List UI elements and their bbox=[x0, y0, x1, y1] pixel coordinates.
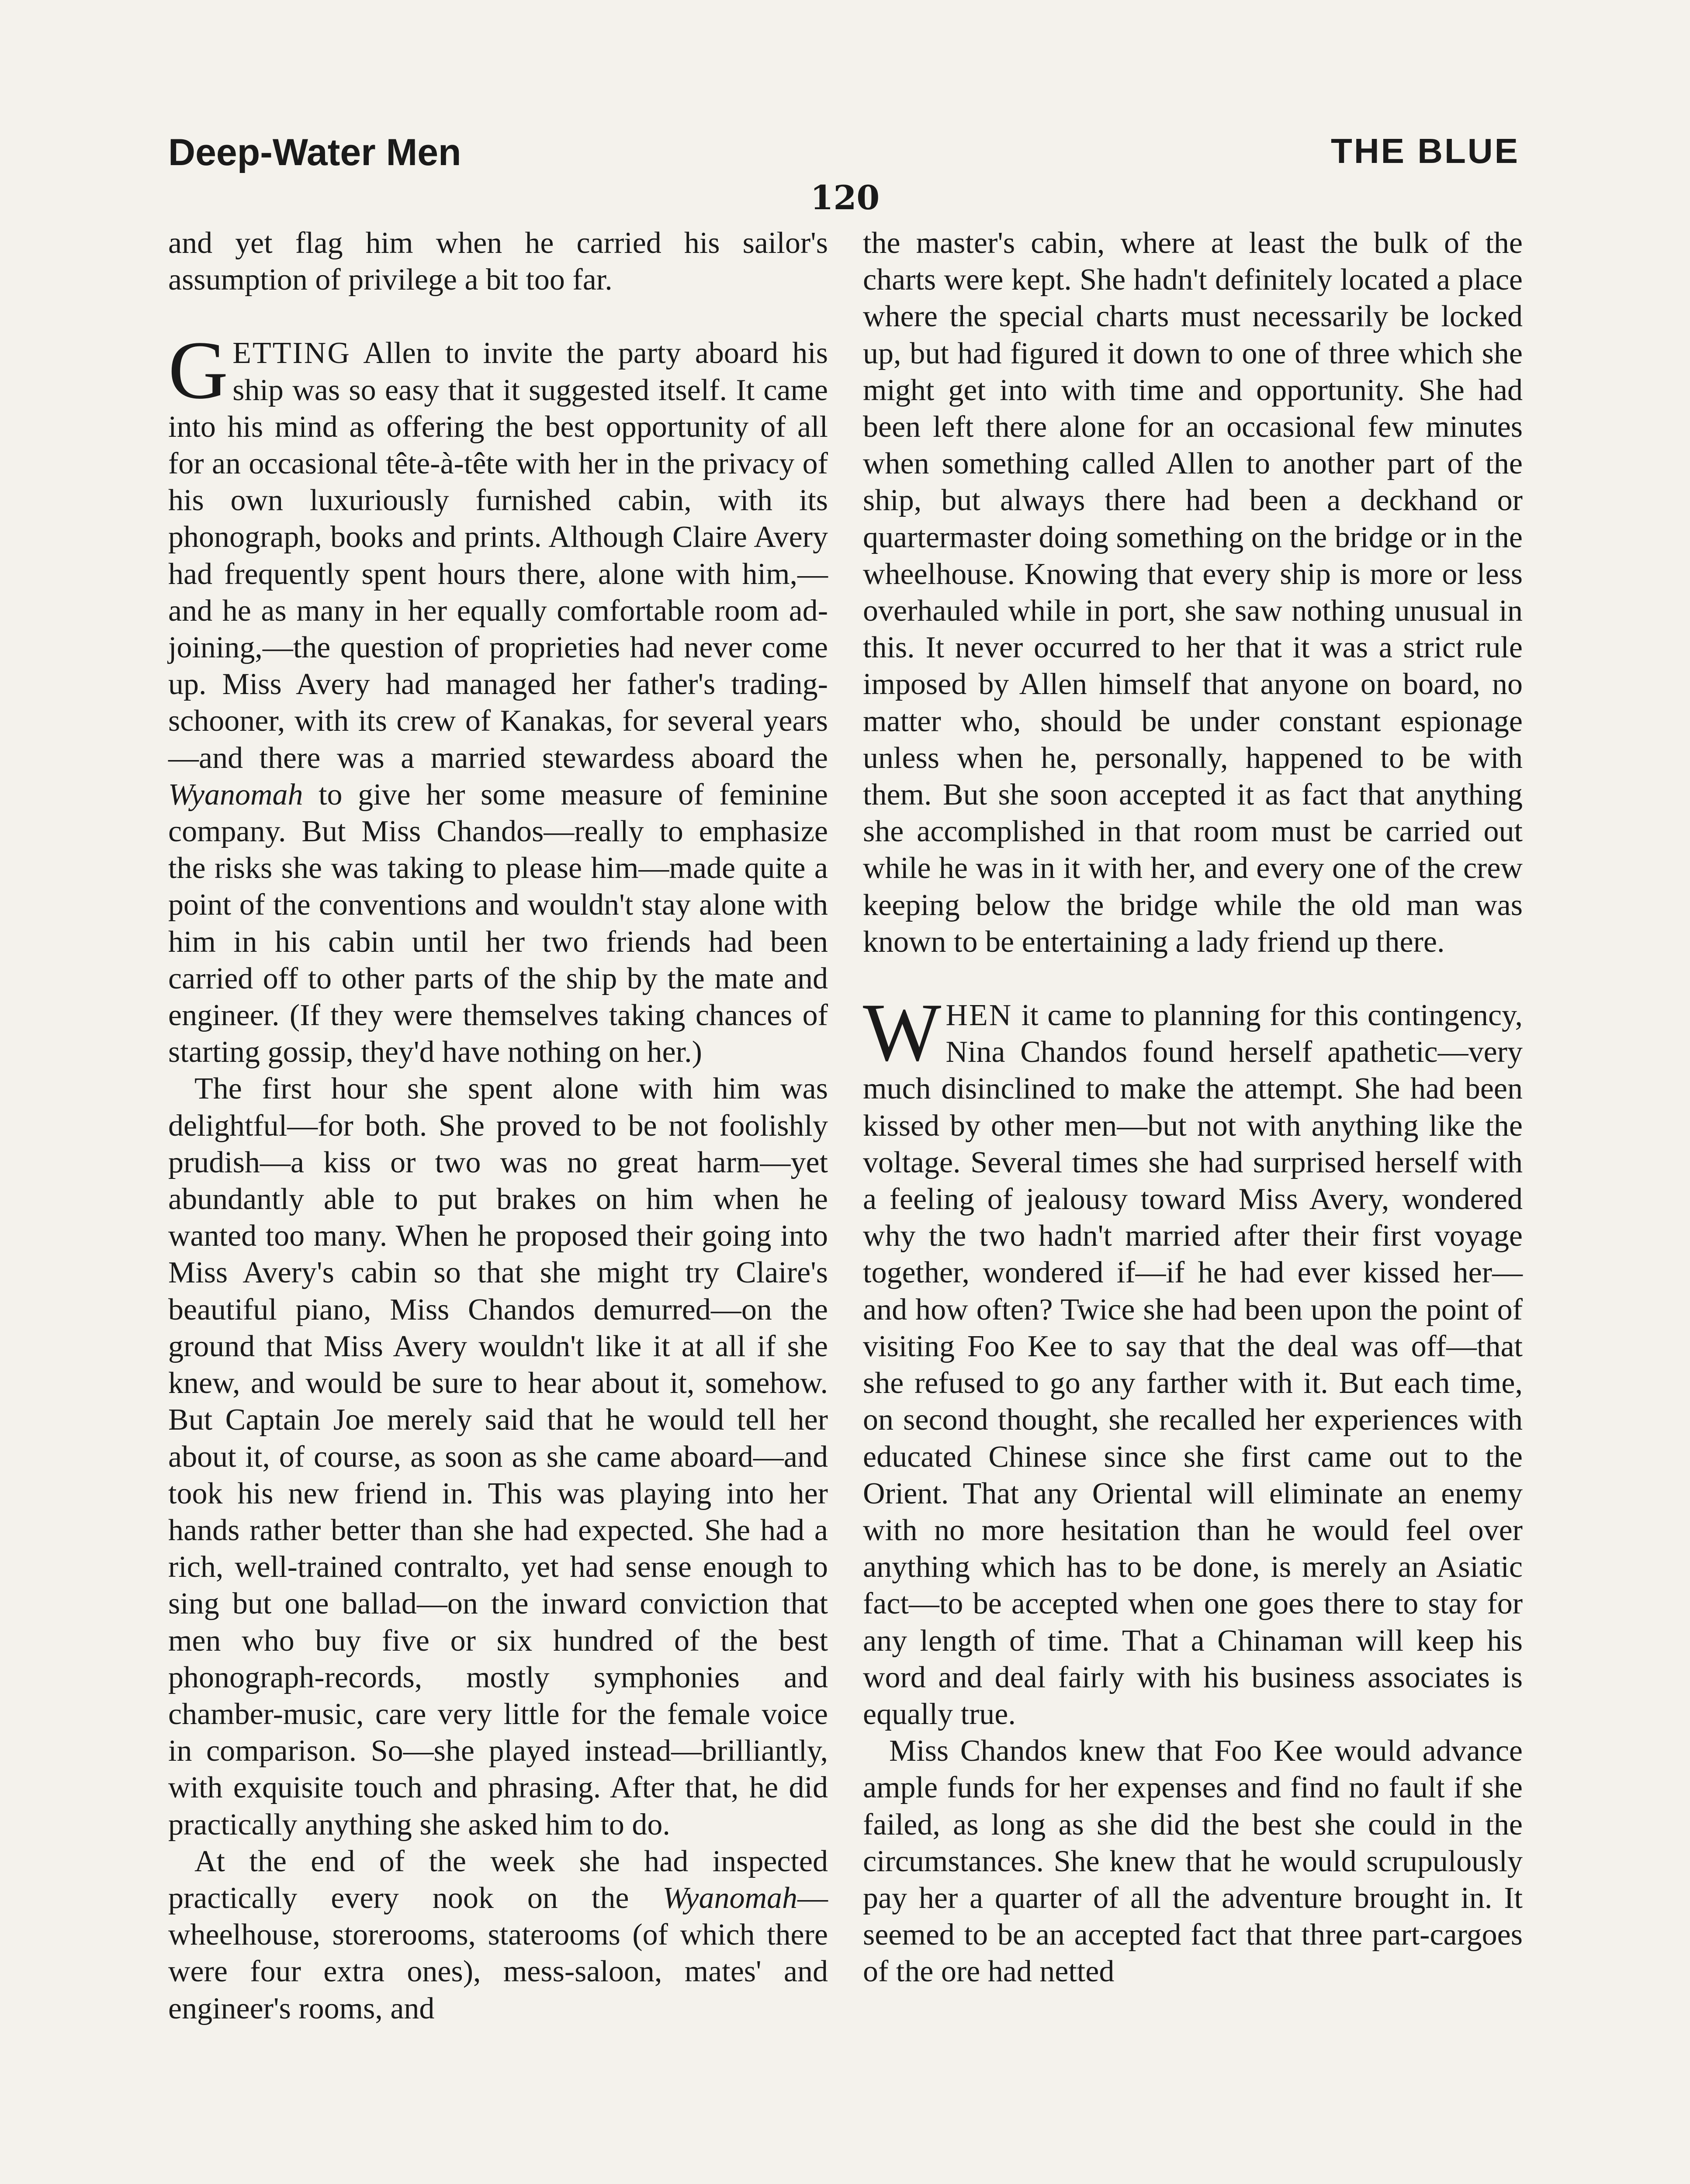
paragraph: Miss Chandos knew that Foo Kee would advance ample funds for her expenses and find no fault if she failed, as long as she did the best she could in the circumstances. She knew that he would scrupulously pay her a quarter of all the adventure brought in. It seemed to be an accepted fact that three part-cargoes of the ore had netted bbox=[863, 1734, 1523, 1989]
paragraph: and yet flag him when he carried his sailor's assumption of privilege a bit too far. bbox=[168, 226, 828, 297]
running-header-title: Deep-Water Men bbox=[168, 131, 461, 173]
ship-name-italic: Wyanomah bbox=[168, 778, 303, 812]
small-caps-lead: HEN bbox=[945, 999, 1013, 1033]
left-text-column bbox=[168, 225, 828, 2027]
paragraph-section-start bbox=[863, 987, 1523, 1733]
paragraph: the master's cabin, where at least the bulk of the charts were kept. She hadn't definitely located a place where the special charts must necessarily be locked up, but had figured it down to one of three which she might get into with time and opportunity. She had been left there alone for an occasional few minutes when something called Allen to another part of the ship, but always there had been a deckhand or quartermaster doing something on the bridge or in the wheelhouse. Knowing that every ship is more or less overhauled while in port, she saw nothing unusual in this. It never occurred to her that it was a strict rule imposed by Allen himself that anyone on board, no matter who, should be under constant espionage unless when he, personally, happened to be with them. But she soon accepted it as fact that anything she accomplished in that room must be carried out while he was in it with her, and every one of the crew keeping below the bridge while the old man was known to be entertaining a lady friend up there. bbox=[863, 226, 1523, 959]
drop-cap: W bbox=[863, 987, 942, 1079]
paragraph-text: Allen to invite the party aboard his ship was so easy that it suggested itself. It came into his mind as offering the best opportunity of all for an occasional tête-à-tête with her in the privacy of his own luxuriously furnished cabin, with its phonograph, books and prints. Although Claire Avery had frequently spent hours there, alone with him,—and he as many in her equally comfortable room adjoining,—the question of proprieties had never come up. Miss Avery had managed her father's trading-schooner, with its crew of Kanakas, for several years—and there was a married stewardess aboard the bbox=[168, 336, 828, 775]
ship-name-italic: Wyanomah bbox=[662, 1881, 797, 1915]
page-number: 120 bbox=[810, 178, 880, 217]
right-text-column bbox=[863, 225, 1523, 1990]
paragraph bbox=[168, 1843, 828, 2027]
paragraph-section-start bbox=[168, 325, 828, 1071]
paragraph-text: to give her some measure of feminine company. But Miss Chandos—really to emphasize the risks she was taking to please him—made quite a point of the conventions and wouldn't stay alone with him in his cabin until her two friends had been carried off to other parts of the ship by the mate and engineer. (If they were themselves taking chances of starting gossip, they'd have nothing on her.) bbox=[168, 778, 828, 1069]
drop-cap: G bbox=[168, 325, 229, 417]
paragraph: The first hour she spent alone with him was delightful—for both. She proved to be not foolishly prudish—a kiss or two was no great harm—yet abundantly able to put brakes on him when he wanted too many. When he proposed their going into Miss Avery's cabin so that she might try Claire's beautiful piano, Miss Chandos demurred—on the ground that Miss Avery wouldn't like it at all if she knew, and would be sure to hear about it, somehow. But Captain Joe merely said that he would tell her about it, of course, as soon as she came aboard—and took his new friend in. This was playing into her hands rather better than she had expected. She had a rich, well-trained contralto, yet had sense enough to sing but one ballad—on the inward conviction that men who buy five or six hundred of the best phonograph-records, mostly symphonies and chamber-music, care very little for the female voice in comparison. So—she played instead—brilliantly, with exquisite touch and phrasing. After that, he did practically anything she asked him to do. bbox=[168, 1072, 828, 1842]
small-caps-lead: ETTING bbox=[232, 336, 351, 370]
paragraph-text: At the end of the week she had inspected practically every nook on the bbox=[168, 1844, 828, 1915]
paragraph-text: —wheelhouse, storerooms, staterooms (of which there were four extra ones), mess-saloon, mates' and engineer's rooms, and bbox=[168, 1881, 828, 2025]
running-header-magazine: THE BLUE bbox=[1331, 131, 1520, 170]
paragraph-text: it came to planning for this contingency, Nina Chandos found herself apathetic—very much disinclined to make the attempt. She had been kissed by other men—but not with anything like the voltage. Several times she had surprised herself with a feeling of jealousy toward Miss Avery, wondered why the two hadn't married after their first voyage together, wondered if—if he had ever kissed her—and how often? Twice she had been upon the point of visiting Foo Kee to say that the deal was off—that she refused to go any farther with it. But each time, on second thought, she recalled her experiences with educated Chinese since she first came out to the Orient. That any Oriental will eliminate an enemy with no more hesitation than he would feel over anything which has to be done, is merely an Asiatic fact—to be accepted when one goes there to stay for any length of time. That a Chinaman will keep his word and deal fairly with his business associates is equally true. bbox=[863, 999, 1523, 1731]
